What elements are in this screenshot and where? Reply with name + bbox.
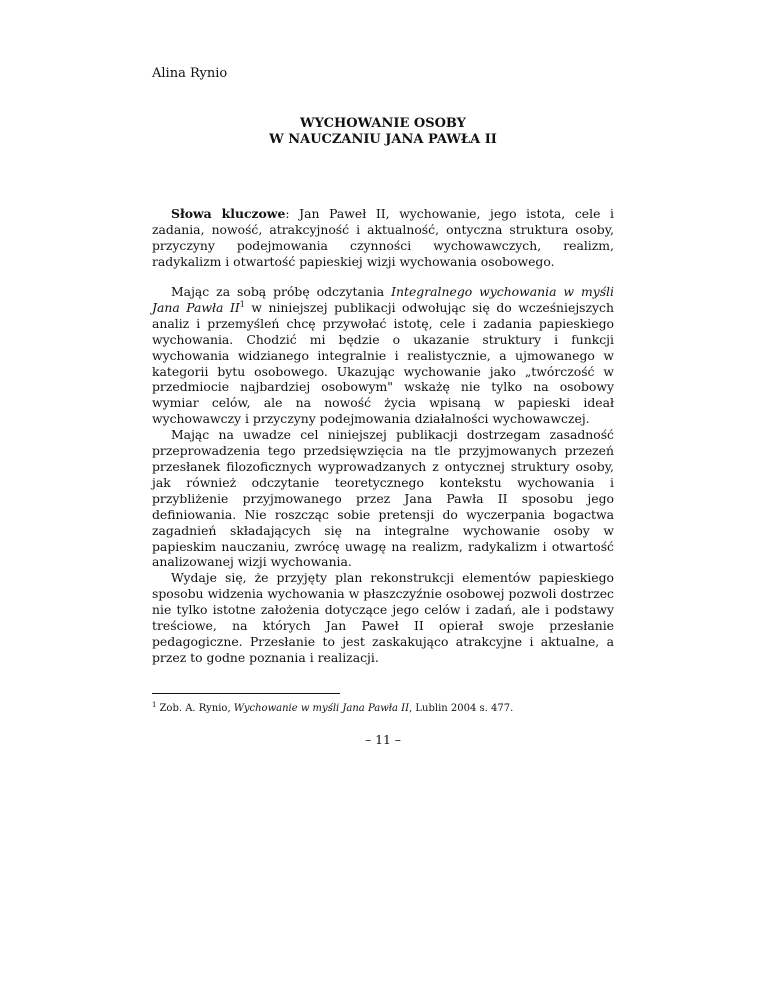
article-title — [152, 116, 614, 148]
p1-end: w niniejszej publikacji odwołując się do wcześniejszych analiz i przemyśleń chcę przywołać istotę, cele i zadania papieskiego wychowania. Chodzić mi będzie o ukazanie struktury i funkcji wychowania widzianego integralnie i realistycznie, a ujmowanego w kategorii bytu osobowego. Ukazując wychowanie jako „twórczość w przedmiocie najbardziej osobowym" wskażę nie tylko na osobowy wymiar celów, ale na nowość życia wpisaną w papieski ideał wychowawczy i przyczyny podejmowania działalności wychowawczej. — [152, 299, 614, 427]
body-paragraph-1 — [152, 284, 614, 427]
keywords-label: Słowa kluczowe — [171, 206, 286, 221]
body-paragraph-2: Mając na uwadze cel niniejszej publikacji dostrzegam zasadność przeprowadzenia tego przedsięwzięcia na tle przyjmowanych przezeń przesłanek filozoficznych wyprowadzanych z ontycznej struktury osoby, jak również odczytanie teoretycznego kontekstu wychowania i przybliżenie przyjmowanego przez Jana Pawła II sposobu jego definiowania. Nie roszcząc sobie pretensji do wyczerpania bogactwa zagadnień składających się na integralne wychowanie osoby w papieskim nauczaniu, zwrócę uwagę na realizm, radykalizm i otwartość analizowanej wizji wychowania. — [152, 427, 614, 570]
footnote-end: , Lublin 2004 s. 477. — [409, 703, 514, 714]
footnote — [152, 702, 614, 715]
body-paragraph-3: Wydaje się, że przyjęty plan rekonstrukcji elementów papieskiego sposobu widzenia wychowania w płaszczyźnie osobowej pozwoli dostrzec nie tylko istotne założenia dotyczące jego celów i zadań, ale i podstawy treściowe, na których Jan Paweł II opierał swoje przesłanie pedagogiczne. Przesłanie to jest zaskakująco atrakcyjne i aktualne, a przez to godne poznania i realizacji. — [152, 570, 614, 665]
footnote-divider — [152, 693, 340, 694]
title-line-1: WYCHOWANIE OSOBY — [300, 116, 466, 131]
footnote-reference: 1 — [239, 299, 245, 309]
p1-italic-title: Integralnego wychowania w myśli Jana Pawła II — [152, 284, 614, 315]
author-name: Alina Rynio — [152, 66, 228, 81]
keywords-text: : Jan Paweł II, wychowanie, jego istota, cele i zadania, nowość, atrakcyjność i aktualność, ontyczna struktura osoby, przyczyny podejmowania czynności wychowawczych, realizm, radykalizm i otwartość papieskiej wizji wychowania osobowego. — [152, 206, 615, 269]
page-number: – 11 – — [364, 732, 402, 747]
footnote-italic: Wychowanie w myśli Jana Pawła II — [233, 703, 410, 714]
title-line-2: W NAUCZANIU JANA PAWŁA II — [269, 132, 497, 147]
document-page — [152, 0, 614, 994]
footnote-number: 1 — [152, 700, 157, 709]
p1-start: Mając za sobą próbę odczytania — [171, 284, 392, 299]
footnote-start: Zob. A. Rynio, — [159, 703, 234, 714]
keywords-paragraph — [152, 206, 614, 270]
body-text — [152, 284, 614, 666]
